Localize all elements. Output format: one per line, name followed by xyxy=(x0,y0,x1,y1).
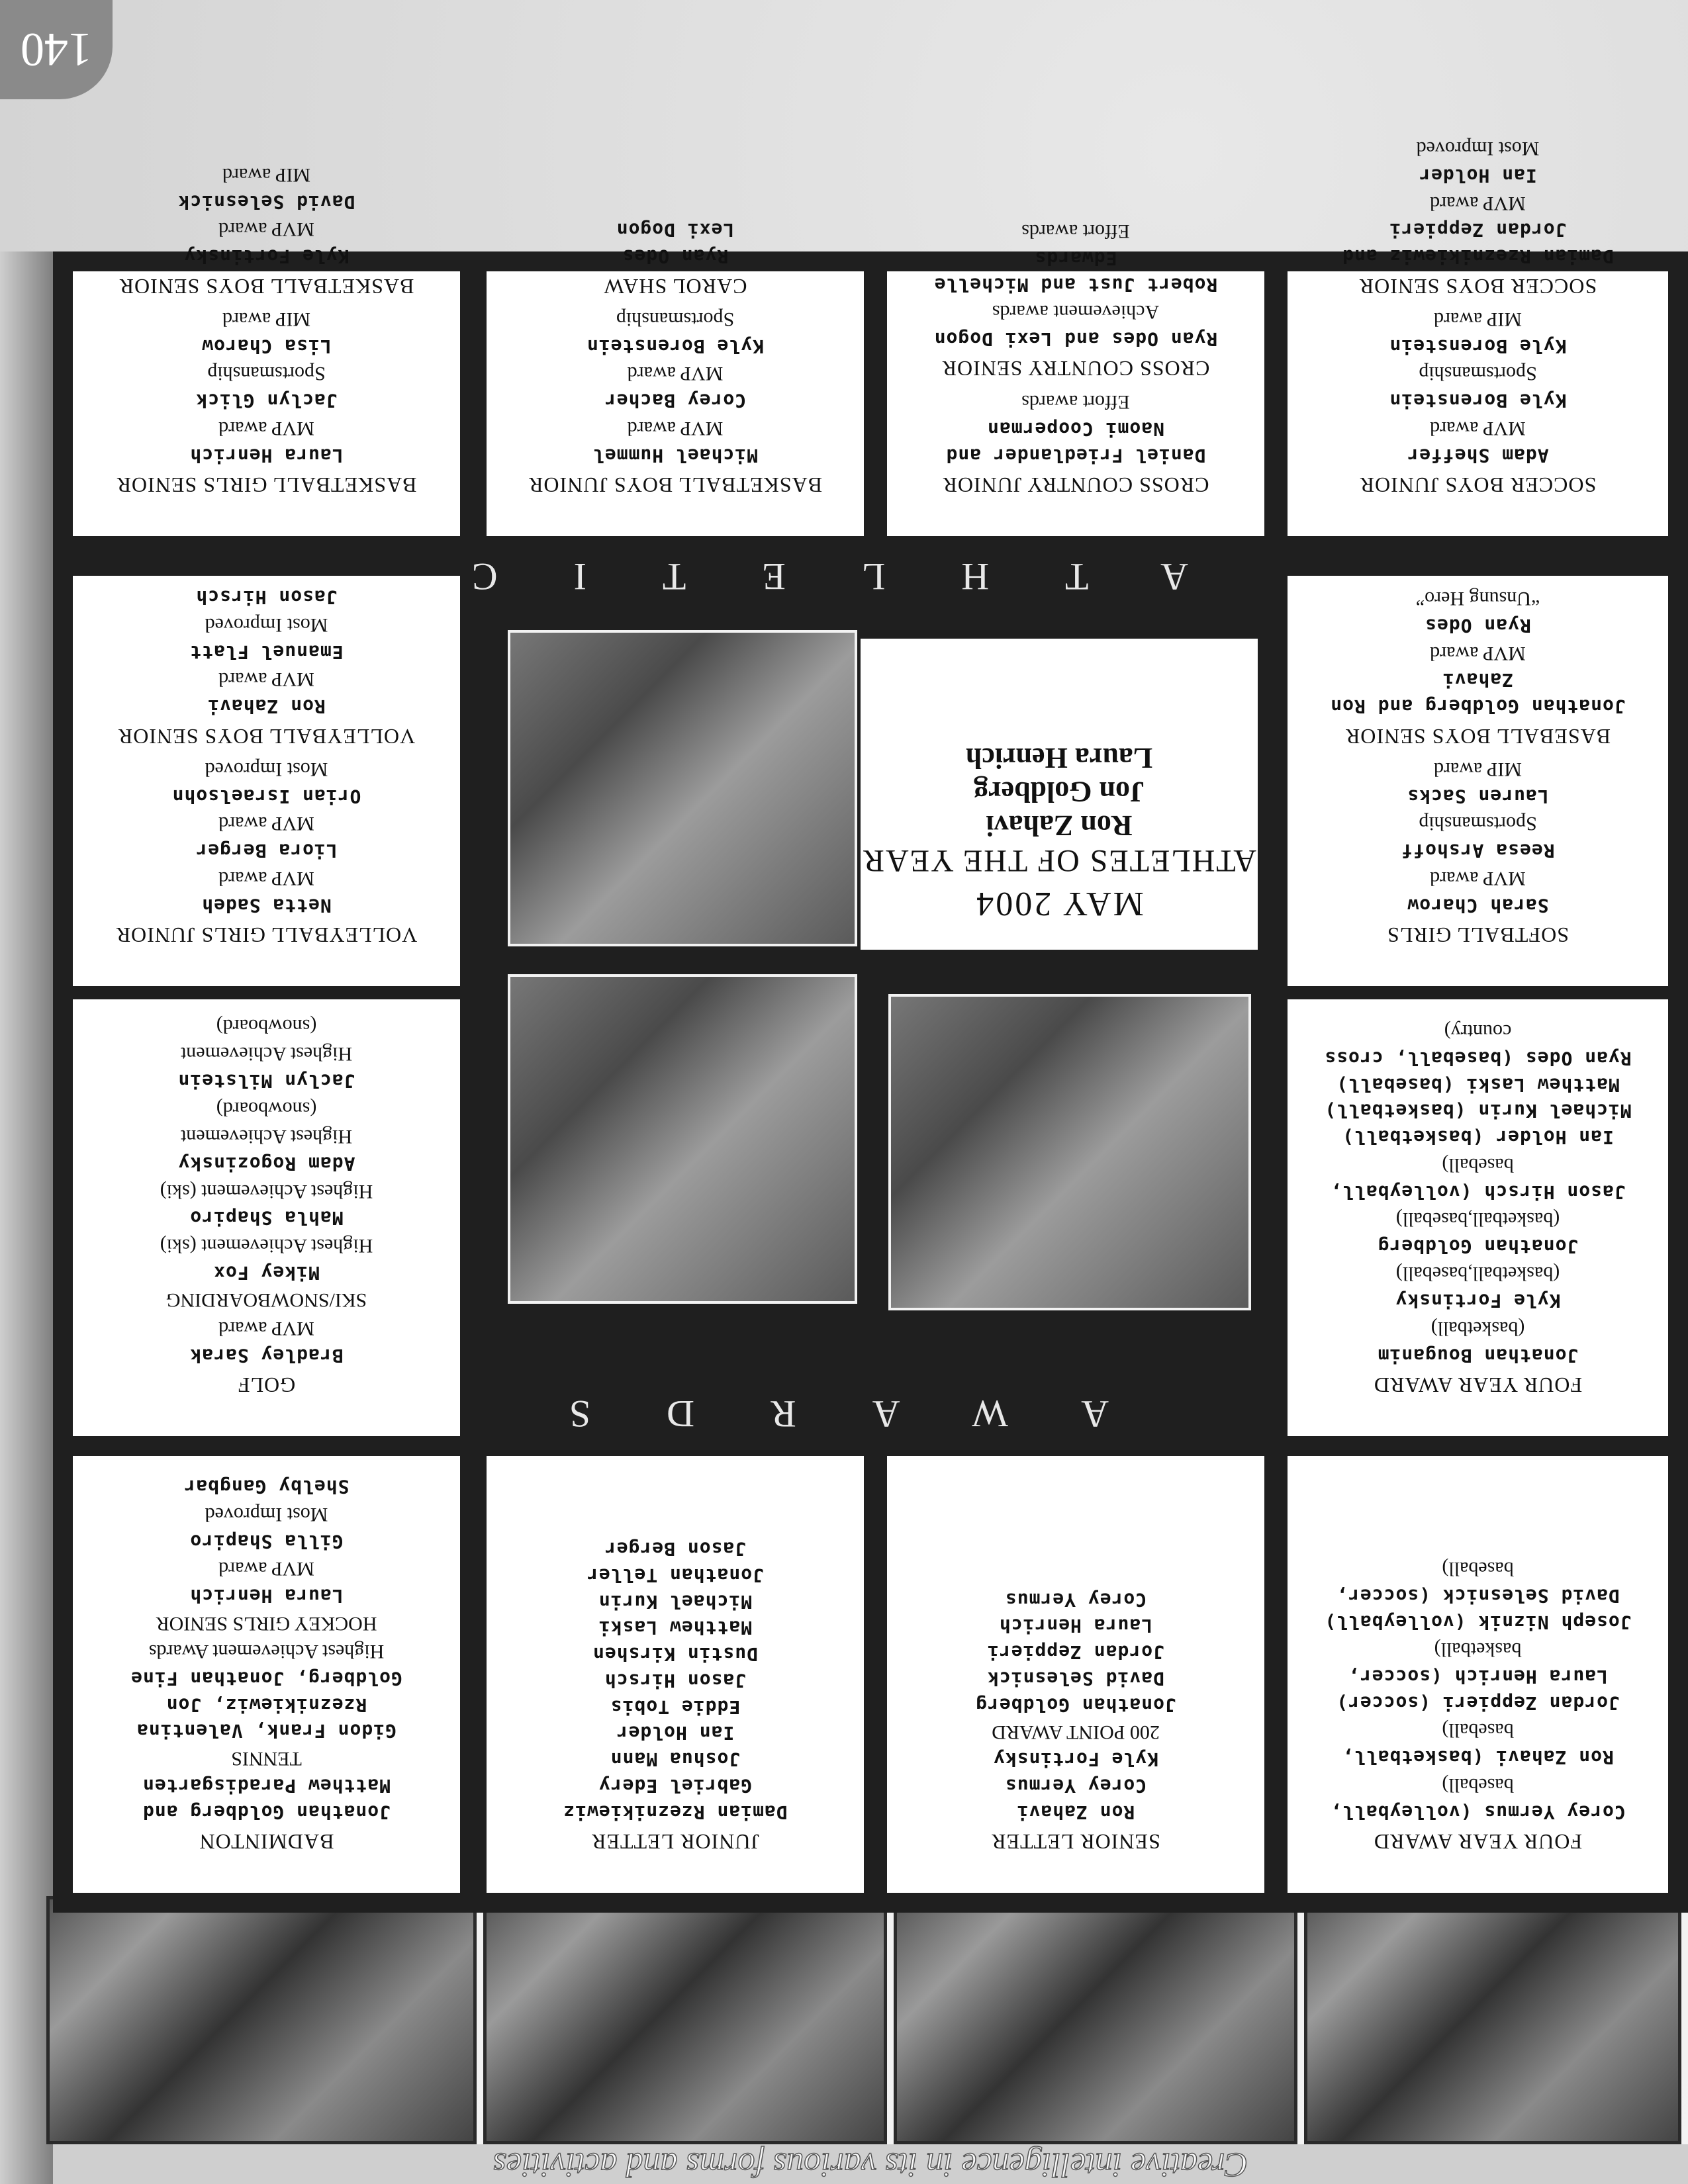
athlete-photo-2 xyxy=(888,994,1251,1310)
award-note: MIP award xyxy=(222,308,311,331)
award-recipient: Jason Berger xyxy=(604,1538,747,1561)
award-note: SKI/SNOWBOARDING xyxy=(165,1289,367,1312)
award-note: Sportsmanship xyxy=(1419,813,1537,835)
award-note: Sportsmanship xyxy=(616,308,735,331)
award-recipient: Matthew Paradisgarten xyxy=(142,1774,391,1797)
award-recipient: Mahla Shapiro xyxy=(189,1207,344,1230)
award-recipient: Reesa Arshoff xyxy=(1401,840,1555,862)
award-recipient: Dustin Kirshen xyxy=(592,1643,759,1666)
panel-title: VOLLEYBALL GIRLS JUNIOR xyxy=(115,923,418,947)
award-panel-cross-country-junior xyxy=(887,220,1264,536)
award-note: Sportsmanship xyxy=(207,363,326,385)
award-note: MVP award xyxy=(1430,417,1526,439)
award-recipient: Joseph Niznik (volleyball) xyxy=(1324,1611,1632,1633)
athlete-photo-3 xyxy=(508,630,857,946)
award-recipient: Jason Hirsch xyxy=(604,1669,747,1692)
award-panel-softball-girls xyxy=(1288,576,1668,986)
award-note: 200 POINT AWARD xyxy=(992,1721,1160,1744)
award-note: MVP award xyxy=(1430,192,1526,214)
award-note: Most Improved xyxy=(205,758,328,781)
award-panel-basketball-girls-senior xyxy=(73,164,460,536)
award-panel-volleyball-girls-junior xyxy=(73,576,460,986)
award-note: Most Improved xyxy=(1416,138,1540,160)
award-note: baseball) xyxy=(1442,1154,1514,1176)
award-recipient: Gilla Shapiro xyxy=(189,1530,344,1553)
panel-title: BASEBALL BOYS SENIOR xyxy=(1344,724,1611,749)
award-recipient: Sarah Charow xyxy=(1407,894,1549,917)
award-recipient: Kyle Borenstein xyxy=(1389,390,1567,412)
award-note: HOCKEY GIRLS SENIOR xyxy=(156,1612,377,1635)
award-note: baseball) xyxy=(1442,1558,1514,1580)
banner-awards: AWARDS xyxy=(492,1392,1109,1435)
award-recipient: Jordan Zeppieri xyxy=(1389,219,1567,242)
award-note: MVP award xyxy=(218,813,314,835)
panel-title: SOCCER BOYS SENIOR xyxy=(1358,274,1597,298)
award-recipient: Ian Holder (basketball) xyxy=(1342,1126,1614,1149)
award-panel-four-year-right xyxy=(1288,1456,1668,1893)
award-recipient: David Selesnick (soccer, xyxy=(1336,1585,1620,1608)
award-recipient: Damian Rzeznikiewiz xyxy=(563,1801,788,1823)
award-recipient: Shelby Gangbar xyxy=(183,1476,350,1498)
award-note: (basketball,baseball) xyxy=(1395,1208,1560,1231)
award-recipient: Ryan Odes xyxy=(1425,615,1531,637)
team-photo-1 xyxy=(1304,1896,1681,2144)
panel-title: BADMINTON xyxy=(199,1830,334,1854)
award-panel-golf-ski xyxy=(73,999,460,1436)
award-note: Most Improved xyxy=(205,1503,328,1525)
panel-title: JUNIOR LETTER xyxy=(591,1830,759,1854)
award-recipient: Daniel Friedlander and xyxy=(945,444,1206,467)
award-note: Highest Achievement (ski) xyxy=(160,1234,373,1257)
award-recipient: Liora Berger xyxy=(195,840,338,862)
award-recipient: Ron Zahavi xyxy=(207,696,326,718)
award-recipient: Netta Sadeh xyxy=(201,894,332,917)
award-note: MVP award xyxy=(1430,867,1526,889)
award-note: Most Improved xyxy=(205,614,328,636)
award-recipient: Kyle Fortinsky xyxy=(993,1749,1159,1771)
award-recipient: Matthew Laski xyxy=(598,1617,753,1639)
team-photo-3 xyxy=(483,1896,887,2144)
panel-title: SENIOR LETTER xyxy=(991,1830,1160,1854)
award-recipient: Joshua Mann xyxy=(610,1749,741,1771)
team-photo-2 xyxy=(894,1896,1297,2144)
award-note: TENNIS xyxy=(231,1748,302,1770)
panel-title: FOUR YEAR AWARD xyxy=(1373,1830,1583,1854)
award-recipient: Jonathan Goldberg xyxy=(1377,1235,1579,1257)
award-note: MVP award xyxy=(1430,642,1526,664)
award-panel-soccer-boys-junior xyxy=(1288,138,1668,536)
panel-title: GOLF xyxy=(237,1373,296,1397)
award-recipient: David Selesnick xyxy=(177,191,355,213)
panel-title: BASKETBALL BOYS SENIOR xyxy=(118,274,414,298)
award-recipient: Ian Holder xyxy=(1419,165,1537,187)
award-note: MVP award xyxy=(218,417,314,439)
award-recipient: Jonathan Goldberg and xyxy=(142,1801,391,1823)
award-recipient: Laura Henrich (soccer, xyxy=(1348,1666,1608,1688)
award-note: MVP award xyxy=(218,218,314,241)
award-recipient: Damian Rzeznikiewiz and xyxy=(1342,246,1614,268)
award-recipient: Edwards xyxy=(1034,247,1117,269)
award-note: MVP award xyxy=(218,1558,314,1580)
award-recipient: Naomi Cooperman xyxy=(987,418,1164,440)
award-note: Effort awards xyxy=(1021,391,1130,414)
award-recipient: Bradley Sarak xyxy=(189,1344,344,1367)
award-note: MVP award xyxy=(218,668,314,691)
award-note: basketball) xyxy=(1434,1639,1522,1661)
award-recipient: Lisa Charow xyxy=(201,335,332,357)
award-recipient: Rzeznikiewiz, Jon xyxy=(165,1694,367,1716)
award-note: baseball) xyxy=(1442,1719,1514,1742)
award-recipient: Goldberg, Jonathan Fine xyxy=(130,1667,402,1690)
award-recipient: Corey Yermus (volleyball, xyxy=(1330,1801,1626,1823)
award-recipient: Kyle Fortinsky xyxy=(183,246,350,268)
aoty-title: ATHLETES OF THE YEAR xyxy=(862,843,1256,878)
panel-title: CROSS COUNTRY JUNIOR xyxy=(942,473,1209,497)
award-recipient: Adam Sheffer xyxy=(1407,444,1549,467)
award-note: Highest Achievement xyxy=(180,1126,353,1148)
award-note: Effort awards xyxy=(1021,220,1130,243)
award-panel-badminton-tennis-hockey xyxy=(73,1456,460,1893)
award-recipient: Ron Zahavi xyxy=(1016,1801,1135,1823)
award-recipient: Jason Hirsch (volleyball, xyxy=(1330,1181,1626,1203)
award-note: baseball) xyxy=(1442,1774,1514,1796)
award-recipient: Ron Zahavi (basketball, xyxy=(1342,1747,1614,1769)
award-recipient: Orian Israelsohn xyxy=(171,785,361,807)
award-panel-basketball-boys-junior xyxy=(487,219,864,536)
award-recipient: Emanuel Flatt xyxy=(189,641,344,663)
aoty-athlete-name: Ron Zahavi xyxy=(986,809,1133,842)
aoty-date: MAY 2004 xyxy=(974,885,1144,923)
award-recipient: Robert Just and Michelle xyxy=(933,273,1218,296)
panel-title: SOCCER BOYS JUNIOR xyxy=(1359,473,1597,497)
award-recipient: Jordan Zeppieri (soccer) xyxy=(1336,1692,1620,1714)
award-recipient: Corey Yermus xyxy=(1004,1588,1147,1611)
award-note: MVP award xyxy=(218,867,314,889)
panel-title: SOFTBALL GIRLS xyxy=(1386,923,1570,947)
award-recipient: Jason Hirsch xyxy=(195,586,338,609)
award-recipient: Laura Henrich xyxy=(189,444,344,467)
aoty-athlete-name: Laura Henrich xyxy=(965,742,1153,774)
award-note: MVP award xyxy=(627,363,724,385)
award-recipient: Adam Rogozinsky xyxy=(177,1152,355,1175)
award-note: (snowboard) xyxy=(216,1015,317,1037)
panel-title: VOLLEYBALL BOYS SENIOR xyxy=(117,724,416,749)
panel-title: CROSS COUNTRY SENIOR xyxy=(941,357,1210,381)
team-photo-4 xyxy=(46,1896,477,2144)
award-recipient: Kyle Borenstein xyxy=(1389,335,1567,357)
award-recipient: Michael Kurin xyxy=(598,1590,753,1613)
award-recipient: Michael Kurin (basketball) xyxy=(1324,1100,1632,1122)
award-recipient: Jaclyn Milstein xyxy=(177,1070,355,1092)
award-panel-four-year-left xyxy=(1288,999,1668,1436)
award-note: (snowboard) xyxy=(216,1097,317,1120)
award-note: (basketball,baseball) xyxy=(1395,1263,1560,1285)
award-recipient: Mikey Fox xyxy=(213,1261,320,1284)
award-note: MVP award xyxy=(218,1317,314,1340)
page-number: 140 xyxy=(0,0,113,99)
award-recipient: Michael Hummel xyxy=(592,444,759,467)
award-recipient: David Selesnick xyxy=(987,1667,1164,1690)
award-note: Highest Achievement xyxy=(180,1043,353,1066)
award-note: Achievement awards xyxy=(992,301,1160,324)
page-caption: Creative intelligence in its various forms and activities xyxy=(492,2146,1248,2183)
award-recipient: Gabriel Edery xyxy=(598,1774,753,1797)
award-recipient: Kyle Fortinsky xyxy=(1395,1290,1561,1312)
award-note: Highest Achievement (ski) xyxy=(160,1180,373,1203)
award-recipient: Jonathan Goldberg xyxy=(975,1694,1176,1716)
award-recipient: Ryan Odes (baseball, cross xyxy=(1324,1047,1632,1069)
award-recipient: Kyle Borenstein xyxy=(586,335,764,357)
award-panel-junior-letter xyxy=(487,1456,864,1893)
award-note: MIP award xyxy=(222,164,311,186)
award-recipient: Zahavi xyxy=(1442,669,1514,692)
award-note: country) xyxy=(1444,1021,1512,1043)
award-recipient: Gidon Frank, Valentina xyxy=(136,1720,397,1743)
award-note: MVP award xyxy=(627,417,724,439)
athlete-photo-1 xyxy=(508,974,857,1304)
award-note: Sportsmanship xyxy=(1419,363,1537,385)
award-recipient: Eddie Tobis xyxy=(610,1696,741,1718)
award-recipient: Jonathan Teller xyxy=(586,1564,764,1586)
award-recipient: Jonathan Bouganim xyxy=(1377,1344,1579,1367)
award-recipient: Matthew Laski (baseball) xyxy=(1336,1073,1620,1096)
award-recipient: Jordan Zeppieri xyxy=(987,1641,1164,1664)
award-recipient: Jonathan Goldberg and Ron xyxy=(1330,696,1626,718)
award-note: “Unsung Hero” xyxy=(1415,588,1540,610)
page-edge xyxy=(0,0,53,2184)
award-recipient: Ryan Odes and Lexi Dogon xyxy=(933,328,1218,351)
award-note: MIP award xyxy=(1433,308,1523,331)
award-recipient: Ian Holder xyxy=(616,1722,735,1745)
award-recipient: Corey Yermus xyxy=(1004,1774,1147,1797)
award-note: (basketball) xyxy=(1430,1317,1525,1340)
panel-title: FOUR YEAR AWARD xyxy=(1373,1373,1583,1397)
athletes-of-the-year-box xyxy=(861,639,1258,950)
award-note: Highest Achievement Awards xyxy=(148,1641,385,1663)
aoty-athlete-name: Jon Goldberg xyxy=(974,776,1145,808)
award-recipient: Lexi Dogon xyxy=(616,219,735,242)
award-recipient: Corey Bacher xyxy=(604,390,747,412)
panel-title: BASKETBALL GIRLS SENIOR xyxy=(116,473,417,497)
panel-title: CAROL SHAW xyxy=(603,274,747,298)
award-note: MIP award xyxy=(1433,758,1523,781)
award-recipient: Jaclyn Glick xyxy=(195,390,338,412)
award-panel-senior-letter xyxy=(887,1456,1264,1893)
award-recipient: Laura Henrich xyxy=(998,1615,1153,1637)
award-recipient: Ryan Odes xyxy=(622,246,729,268)
panel-title: BASKETBALL BOYS JUNIOR xyxy=(528,473,822,497)
banner-athletic: ATHLETIC xyxy=(395,555,1188,598)
award-recipient: Laura Henrich xyxy=(189,1585,344,1608)
award-recipient: Lauren Sacks xyxy=(1407,785,1549,807)
